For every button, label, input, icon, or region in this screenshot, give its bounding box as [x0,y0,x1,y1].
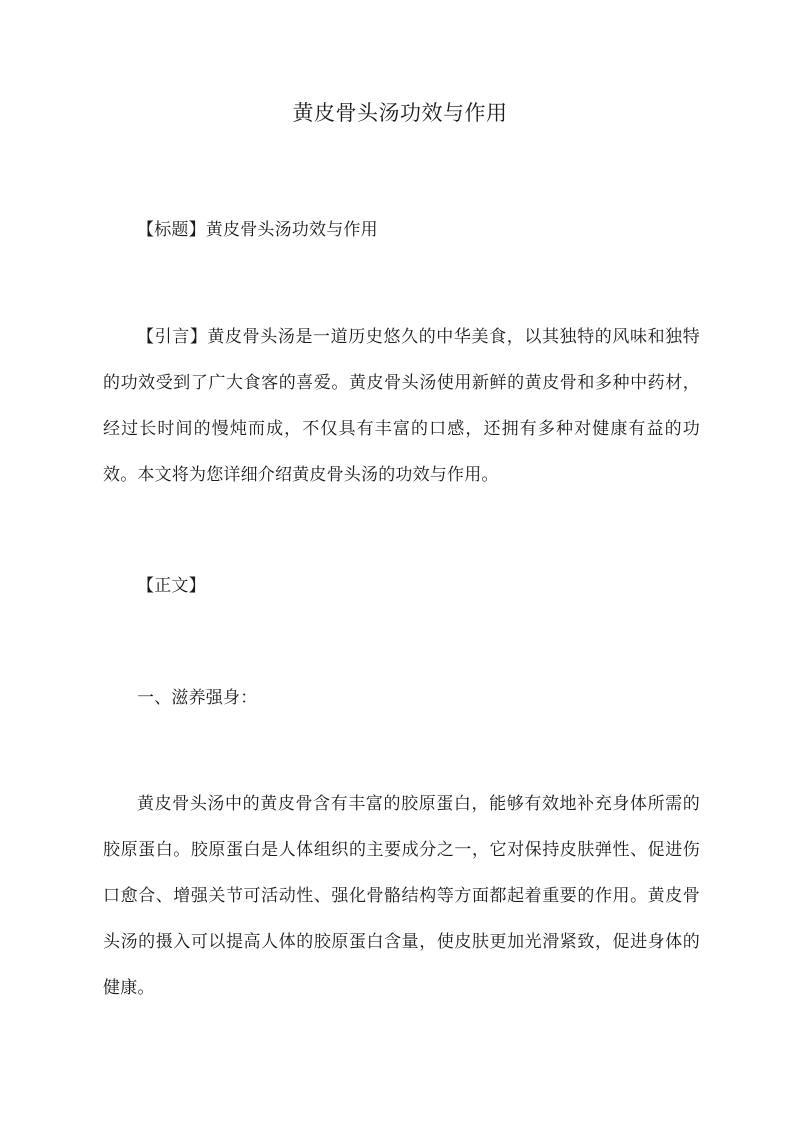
title-label-paragraph: 【标题】黄皮骨头汤功效与作用 [137,220,378,240]
section-heading: 一、滋养强身： [137,688,258,708]
document-title: 黄皮骨头汤功效与作用 [292,101,508,125]
section-paragraph: 黄皮骨头汤中的黄皮骨含有丰富的胶原蛋白，能够有效地补充身体所需的胶原蛋白。胶原蛋白是人体组织的主要成分之一，它对保持皮肤弹性、促进伤口愈合、增强关节可活动性、强化骨骼结构等方面都起着重要的作用。黄皮骨头汤的摄入可以提高人体的胶原蛋白含量，使皮肤更加光滑紧致，促进身体的健康。 [103,794,700,998]
intro-paragraph: 【引言】黄皮骨头汤是一道历史悠久的中华美食，以其独特的风味和独特的功效受到了广大食客的喜爱。黄皮骨头汤使用新鲜的黄皮骨和多种中药材，经过长时间的慢炖而成，不仅具有丰富的口感，还拥有多种对健康有益的功效。本文将为您详细介绍黄皮骨头汤的功效与作用。 [103,327,700,485]
body-label-paragraph: 【正文】 [137,576,206,596]
